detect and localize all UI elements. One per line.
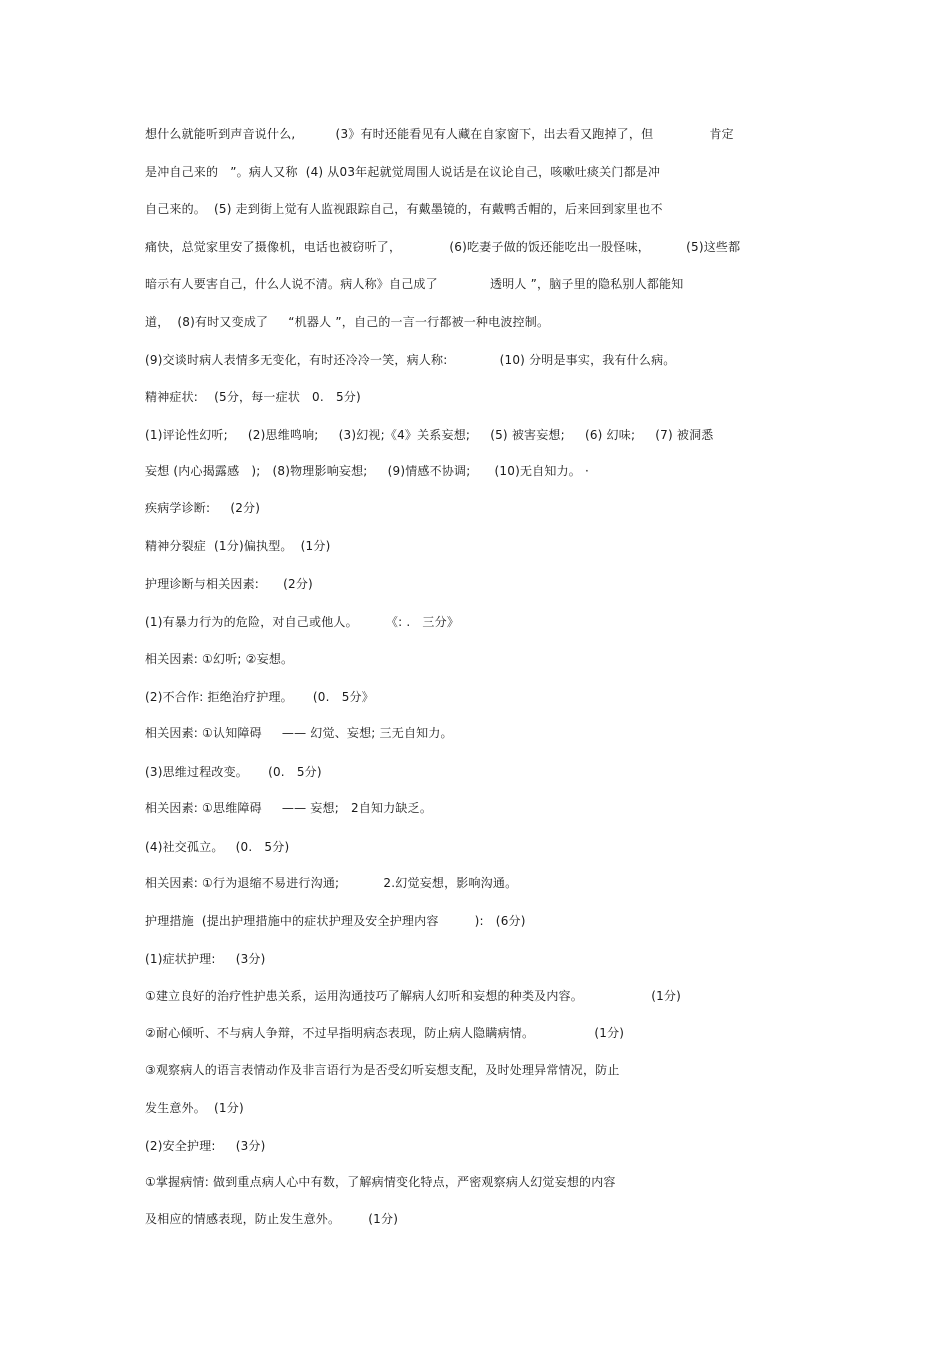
section-heading: 护理诊断与相关因素: (2分)	[145, 577, 313, 591]
text-line: 相关因素: ①思维障碍 —— 妄想; 2自知力缺乏。	[145, 801, 433, 815]
text-line: (1)有暴力行为的危险，对自己或他人。 《: . 三分》	[145, 615, 460, 629]
text-line: 及相应的情感表现，防止发生意外。 (1分)	[145, 1212, 399, 1226]
text-line: (1)症状护理: (3分)	[145, 952, 266, 966]
section-heading: 精神症状: (5分，每一症状 0. 5分)	[145, 390, 361, 404]
text-line: (1)评论性幻听; (2)思维鸣响; (3)幻视;《4》关系妄想; (5) 被害妄想; (6) 幻味; (7) 被洞悉	[145, 428, 714, 442]
text-line: (2)不合作: 拒绝治疗护理。 (0. 5分》	[145, 690, 374, 704]
text-line: (2)安全护理: (3分)	[145, 1139, 266, 1153]
text-line: ①建立良好的治疗性护患关系，运用沟通技巧了解病人幻听和妄想的种类及内容。 (1分)	[145, 989, 682, 1003]
section-heading: 护理措施 (提出护理措施中的症状护理及安全护理内容 ): (6分)	[145, 914, 526, 928]
text-line: (3)思维过程改变。 (0. 5分)	[145, 765, 322, 779]
text-line: ②耐心倾听、不与病人争辩，不过早指明病态表现，防止病人隐瞒病情。 (1分)	[145, 1026, 625, 1040]
text-line: 自己来的。 (5) 走到街上觉有人监视跟踪自己，有戴墨镜的，有戴鸭舌帽的，后来回到家里也不	[145, 202, 663, 216]
text-line: 相关因素: ①行为退缩不易进行沟通; 2.幻觉妄想，影响沟通。	[145, 876, 518, 890]
text-line: ③观察病人的语言表情动作及非言语行为是否受幻听妄想支配，及时处理异常情况，防止	[145, 1063, 620, 1077]
text-line: 发生意外。 (1分)	[145, 1101, 244, 1115]
text-line: 道， (8)有时又变成了 “机器人 ”，自己的一言一行都被一种电波控制。	[145, 315, 550, 329]
text-line: ①掌握病情: 做到重点病人心中有数，了解病情变化特点，严密观察病人幻觉妄想的内容	[145, 1175, 616, 1189]
text-line: (9)交谈时病人表情多无变化，有时还冷冷一笑，病人称: (10) 分明是事实，我有什么病。	[145, 353, 676, 367]
text-line: 妄想 (内心揭露感 ); (8)物理影响妄想; (9)情感不协调; (10)无自知力。 ·	[145, 464, 590, 478]
text-line: 相关因素: ①认知障碍 —— 幻觉、妄想; 三无自知力。	[145, 726, 453, 740]
text-line: 精神分裂症 (1分)偏执型。 (1分)	[145, 539, 331, 553]
text-line: 相关因素: ①幻听; ②妄想。	[145, 652, 294, 666]
text-line: 是冲自己来的 ”。病人又称 (4) 从03年起就觉周围人说话是在议论自己，咳嗽吐痰关门都是冲	[145, 165, 661, 179]
text-line: 想什么就能听到声音说什么, (3》有时还能看见有人藏在自家窗下，出去看又跑掉了，但 肯定	[145, 127, 734, 141]
text-line: 暗示有人要害自己，什么人说不清。病人称》自己成了 透明人 ”，脑子里的隐私别人都能知	[145, 277, 684, 291]
text-line: 痛快，总觉家里安了摄像机，电话也被窃听了， (6)吃妻子做的饭还能吃出一股怪味， (5)这些都	[145, 240, 741, 254]
section-heading: 疾病学诊断: (2分)	[145, 501, 261, 515]
text-line: (4)社交孤立。 (0. 5分)	[145, 840, 290, 854]
